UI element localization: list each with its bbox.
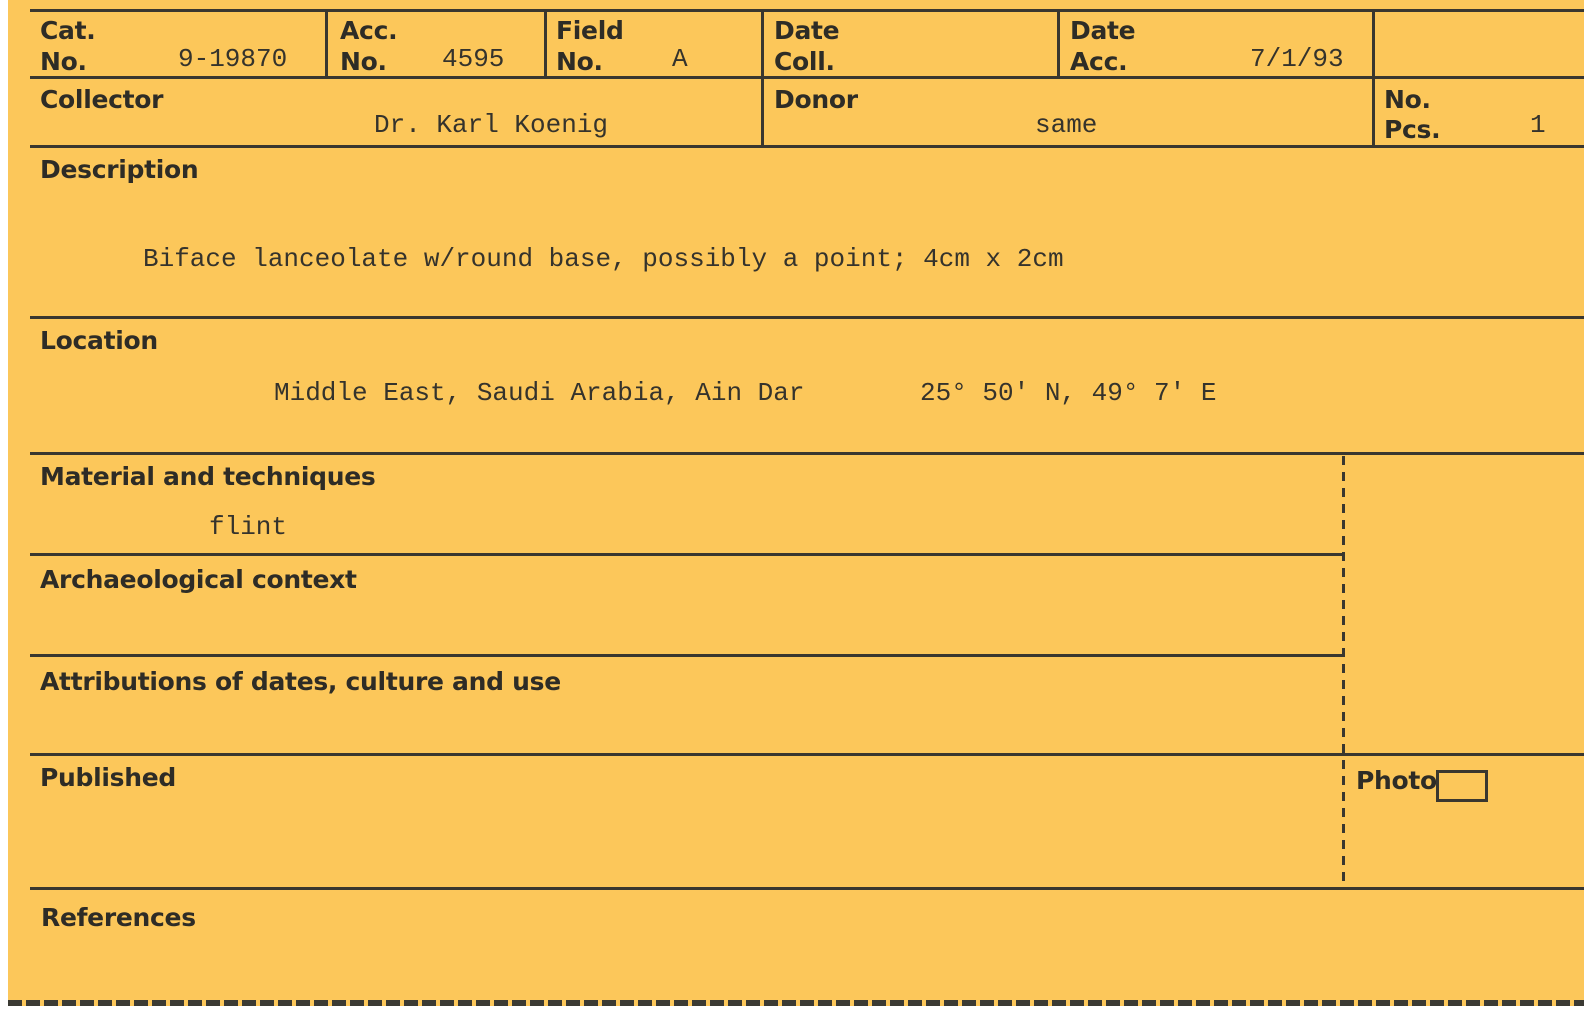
field-no-label-1: Field [556, 16, 624, 45]
location-coords: 25° 50' N, 49° 7' E [920, 378, 1217, 408]
divider-field-datecoll [761, 9, 764, 148]
material-label: Material and techniques [40, 462, 376, 491]
acc-no-label-1: Acc. [340, 16, 398, 45]
date-acc-label-2: Acc. [1070, 47, 1128, 76]
collector-label: Collector [40, 85, 164, 114]
description-value: Biface lanceolate w/round base, possibly a point; 4cm x 2cm [143, 244, 1064, 274]
date-acc-label-1: Date [1070, 16, 1136, 45]
field-no-value: A [672, 44, 688, 74]
divider-dateacc-blank [1372, 9, 1375, 148]
divider-acc-field [544, 9, 547, 79]
divider-datecoll-dateacc [1057, 9, 1060, 79]
material-bottom-rule [30, 553, 1344, 556]
location-place: Middle East, Saudi Arabia, Ain Dar [274, 378, 805, 408]
attributions-label: Attributions of dates, culture and use [40, 667, 561, 696]
attributions-bottom-rule [30, 753, 1584, 756]
photo-checkbox[interactable] [1436, 770, 1488, 802]
cat-no-label-2: No. [40, 47, 87, 76]
photo-column-divider [1342, 456, 1345, 884]
acc-no-value: 4595 [442, 44, 505, 74]
cat-no-value: 9-19870 [178, 44, 288, 74]
pieces-value: 1 [1530, 110, 1546, 140]
material-value: flint [209, 512, 288, 542]
collector-value: Dr. Karl Koenig [374, 110, 609, 140]
context-bottom-rule [30, 654, 1344, 657]
published-label: Published [40, 763, 176, 792]
top-rule [30, 9, 1584, 12]
donor-value: same [1035, 110, 1098, 140]
cat-no-label-1: Cat. [40, 16, 96, 45]
field-no-label-2: No. [556, 47, 603, 76]
photo-label: Photo [1356, 766, 1437, 795]
divider-cat-acc [325, 9, 328, 79]
description-label: Description [40, 155, 199, 184]
published-bottom-rule [30, 887, 1584, 890]
acc-no-label-2: No. [340, 47, 387, 76]
pieces-label-2: Pcs. [1384, 115, 1441, 144]
donor-label: Donor [774, 85, 858, 114]
date-acc-value: 7/1/93 [1250, 44, 1344, 74]
location-bottom-rule [30, 452, 1584, 455]
catalog-card [8, 0, 1584, 1006]
collector-bottom-rule [30, 145, 1584, 148]
references-label: References [41, 903, 196, 932]
location-label: Location [40, 326, 158, 355]
context-label: Archaeological context [40, 565, 357, 594]
pieces-label-1: No. [1384, 85, 1431, 114]
date-coll-label-2: Coll. [774, 47, 835, 76]
description-bottom-rule [30, 316, 1584, 319]
date-coll-label-1: Date [774, 16, 840, 45]
